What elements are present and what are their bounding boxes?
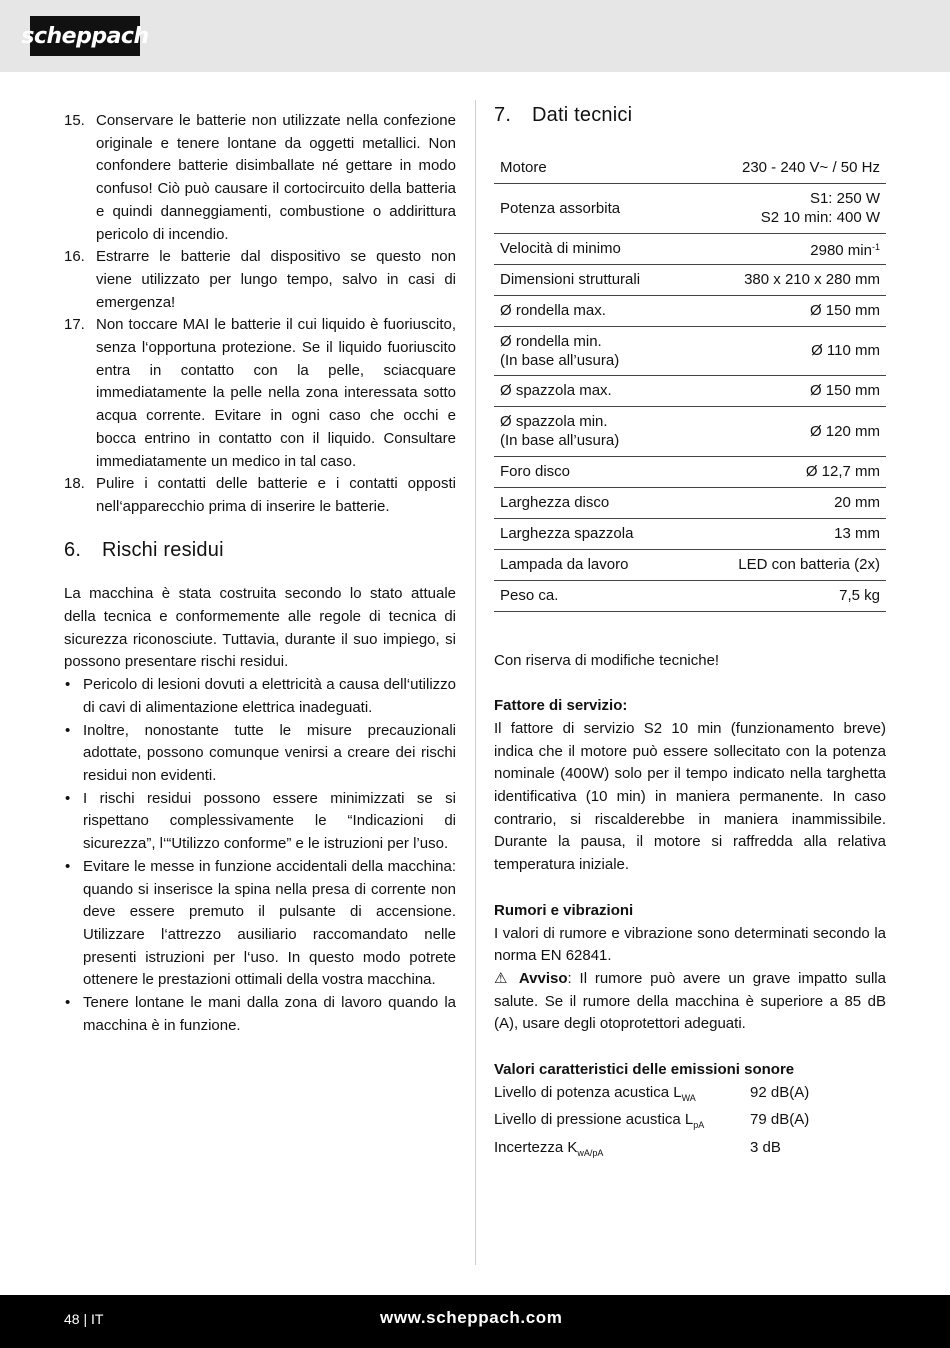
- list-item: [64, 110, 456, 246]
- noise-title: Rumori e vibrazioni: [494, 901, 634, 919]
- spec-value: 7,5 kg: [689, 580, 886, 611]
- left-column: [64, 110, 456, 1037]
- spec-value: 20 mm: [689, 487, 886, 518]
- spec-label: Velocità di minimo: [494, 233, 689, 264]
- table-row: [494, 152, 886, 183]
- list-item: [64, 314, 456, 473]
- table-row: [494, 406, 886, 456]
- residual-risks-intro: La macchina è stata costruita secondo lo stato attuale della tecnica e conformemente alle regole di tecnica di sicurezza riconosciute. Tuttavia, durante il suo impiego, si possono presentare rischi residui.: [64, 585, 456, 671]
- spec-value: 2980 $\min^{-1}$: [689, 233, 886, 264]
- spec-label: Motore: [494, 152, 689, 183]
- page-number: 48 | IT: [64, 1311, 104, 1327]
- spec-label: Larghezza spazzola: [494, 518, 689, 549]
- emission-row: Livello di potenza acustica $L_{WA}$ 92 dB(A): [494, 1083, 810, 1103]
- table-row: [494, 375, 886, 406]
- section-heading-residual-risks: 6. Rischi residui: [64, 538, 224, 561]
- spec-value: Ø 150 mm: [689, 375, 886, 406]
- bullet-item: • Tenere lontane le mani dalla zona di lavoro quando la macchina è in funzione.: [64, 992, 456, 1037]
- header-band: [0, 0, 950, 72]
- item-text: Pulire i contatti delle batterie e i contatti opposti nell‘apparecchio prima di inserire le batterie.: [96, 475, 456, 515]
- spec-value: S1: 250 W S2 10 min: 400 W: [689, 183, 886, 233]
- spec-label: Ø rondella min. (In base all’usura): [494, 326, 689, 375]
- table-row: [494, 487, 886, 518]
- table-row: [494, 326, 886, 375]
- noise-text: I valori di rumore e vibrazione sono determinati secondo la norma EN 62841.: [494, 924, 886, 965]
- emission-row: Incertezza $K_{wA/pA}$ 3 dB: [494, 1139, 781, 1159]
- brand-logo: scheppach: [30, 16, 140, 56]
- list-item: [64, 246, 456, 314]
- table-row: [494, 518, 886, 549]
- service-factor-text: Il fattore di servizio S2 10 min (funzionamento breve) indica che il motore può essere sollecitato con la potenza nominale (400W) solo per il tempo indicato nella targhetta identificativa (10 min) in maniera permanente. In caso contrario, si riscalderebbe in maniera inammissibile. Durante la pausa, il motore si raffredda alla relativa temperatura iniziale.: [494, 719, 886, 874]
- item-number: 15.: [64, 112, 85, 129]
- spec-value: 230 - 240 V~ / 50 Hz: [689, 152, 886, 183]
- website-link: www.scheppach.com: [380, 1308, 563, 1327]
- technical-data-table: [494, 152, 886, 612]
- table-row: [494, 456, 886, 487]
- table-row: [494, 580, 886, 611]
- spec-label: Foro disco: [494, 456, 689, 487]
- spec-value: 13 mm: [689, 518, 886, 549]
- spec-label: Ø spazzola max.: [494, 375, 689, 406]
- bullet-item: • Inoltre, nonostante tutte le misure precauzionali adottate, possono comunque venirsi a creare dei rischi residui non evidenti.: [64, 720, 456, 788]
- table-row: [494, 183, 886, 233]
- bullet-icon: •: [65, 994, 71, 1012]
- spec-value: Ø 120 mm: [689, 406, 886, 456]
- service-factor-title: Fattore di servizio:: [494, 697, 628, 715]
- spec-label: Dimensioni strutturali: [494, 264, 689, 295]
- right-column: [494, 104, 886, 1165]
- bullet-icon: •: [65, 857, 71, 875]
- reserve-note: Con riserva di modifiche tecniche!: [494, 651, 720, 669]
- spec-label: Lampada da lavoro: [494, 549, 689, 580]
- item-number: 18.: [64, 475, 85, 493]
- list-item: [64, 473, 456, 518]
- spec-value: Ø 150 mm: [689, 295, 886, 326]
- spec-label: Potenza assorbita: [494, 183, 689, 233]
- item-number: 16.: [64, 248, 85, 266]
- bullet-icon: •: [65, 721, 71, 739]
- spec-value: LED con batteria (2x): [689, 549, 886, 580]
- spec-value: Ø 110 mm: [689, 326, 886, 375]
- item-text: Estrarre le batterie dal dispositivo se questo non viene utilizzato per lungo tempo, salvo in casi di emergenza!: [96, 248, 456, 311]
- item-text: Conservare le batterie non utilizzate nella confezione originale e tenere lontane da oggetti metallici. Non confondere batterie disimballate né gettare in modo confuso! Ciò può causare il cortocircuito della batteria e quindi danneggiamenti, combustione o addirittura pericolo di incendio.: [96, 112, 456, 243]
- bullet-item: • Pericolo di lesioni dovuti a elettricità a causa dell‘utilizzo di cavi di alimentazione elettrica inadeguati.: [64, 674, 456, 719]
- table-row: [494, 549, 886, 580]
- table-row: [494, 295, 886, 326]
- emissions-title: Valori caratteristici delle emissioni sonore: [494, 1061, 795, 1079]
- spec-label: Larghezza disco: [494, 487, 689, 518]
- spec-value: 380 x 210 x 280 mm: [689, 264, 886, 295]
- table-row: [494, 233, 886, 264]
- spec-value: Ø 12,7 mm: [689, 456, 886, 487]
- table-row: [494, 264, 886, 295]
- item-number: 17.: [64, 316, 85, 334]
- bullet-item: • I rischi residui possono essere minimizzati se si rispettano complessivamente le “Indicazioni di sicurezza”, l‘“Utilizzo conforme” e le istruzioni per l’uso.: [64, 788, 456, 856]
- bullet-icon: •: [65, 676, 71, 694]
- bullet-icon: •: [65, 789, 71, 807]
- spec-label: Peso ca.: [494, 580, 689, 611]
- page-footer: [0, 1295, 950, 1348]
- spec-label: Ø rondella max.: [494, 295, 689, 326]
- bullet-item: • Evitare le messe in funzione accidentali della macchina: quando si inserisce la spina nella presa di corrente non deve essere premuto il pulsante di accensione. Utilizzare l‘attrezzo ausiliario raccomandato nelle presenti istruzioni per l‘uso. In questo modo potrete ottenere le prestazioni ottimali della vostra macchina.: [64, 856, 456, 992]
- spec-label: Ø spazzola min. (In base all’usura): [494, 406, 689, 456]
- warning-icon: ⚠: [494, 969, 512, 987]
- item-text: Non toccare MAI le batterie il cui liquido è fuoriuscito, senza l‘opportuna protezione. Se il liquido fuoriuscito entra in contatto con la pelle, sciacquare immediatamente la pelle nella zona interessata sotto acqua corrente. Evitare in ogni caso che occhi e bocca entrino in contatto con il liquido. Consultare immediatamente un medico in tal caso.: [96, 316, 456, 470]
- section-heading-technical-data: 7. Dati tecnici: [494, 104, 633, 126]
- emission-row: Livello di pressione acustica $L_{pA}$ 79 dB(A): [494, 1111, 810, 1131]
- noise-warning: ⚠ Avviso: Il rumore può avere un grave impatto sulla salute. Se il rumore della macchina è superiore a 85 dB (A), usare degli otoprotettori adeguati.: [494, 969, 886, 1033]
- column-divider: [475, 100, 476, 1265]
